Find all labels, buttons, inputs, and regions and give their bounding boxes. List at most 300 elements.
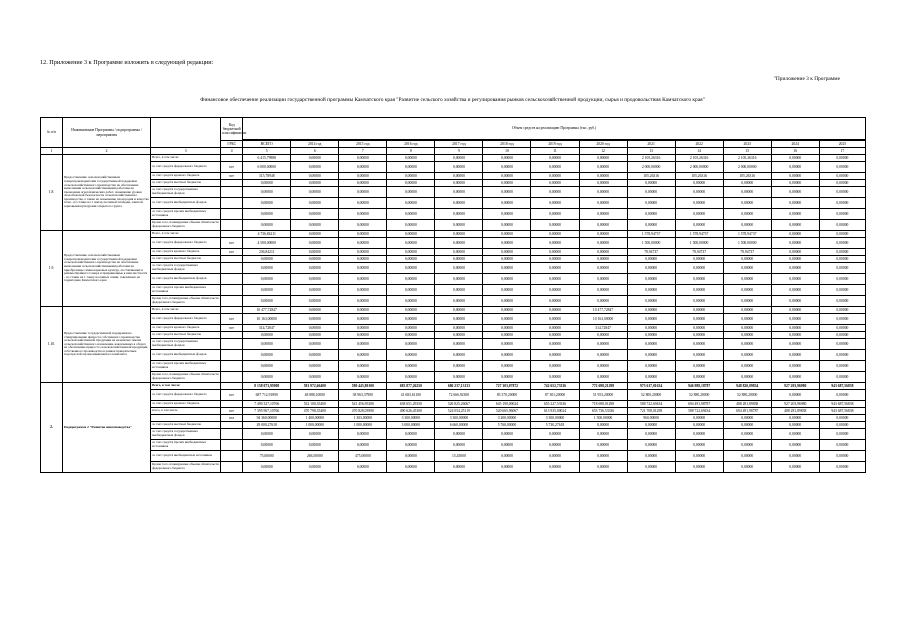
amount-cell: 2 000,00000 [723,162,771,173]
amount-cell: 943 687,56838 [819,408,865,415]
amount-cell: 0,00000 [819,372,865,383]
table-row [41,372,866,383]
amount-cell: 0,00000 [819,307,865,314]
amount-cell: 236,84211 [243,249,291,256]
amount-cell: 0,00000 [627,462,675,473]
amount-cell: 0,00000 [531,162,579,173]
amount-cell: 0,00000 [531,307,579,314]
amount-cell: 0,00000 [531,314,579,325]
amount-cell: 0,00000 [819,314,865,325]
amount-cell: 0,00000 [291,440,339,451]
amount-cell: 0,00000 [531,238,579,249]
amount-cell: 742 652,73336 [531,383,579,390]
table-row [41,314,866,325]
amount-cell: 0,00000 [819,325,865,332]
amount-cell: 0,00000 [771,249,819,256]
amount-cell: 0,00000 [579,263,627,274]
amount-cell: 0,00000 [483,429,531,440]
amount-cell: 0,00000 [675,429,723,440]
amount-cell: 0,00000 [819,162,865,173]
amount-cell: 0,00000 [723,220,771,231]
header-year: 2016 год [387,141,435,148]
amount-cell: 0,00000 [339,155,387,162]
amount-cell: 0,00000 [579,332,627,339]
amount-cell: 0,00000 [291,198,339,209]
amount-cell: 1 400,00000 [291,415,339,422]
amount-cell: 0,00000 [819,361,865,372]
amount-cell: 0,00000 [579,180,627,187]
amount-cell: 0,00000 [531,198,579,209]
amount-cell: 0,00000 [339,462,387,473]
funding-source-label: за счет средств федерального бюджета [151,390,221,401]
amount-cell: 470 828,03900 [339,408,387,415]
funding-source-label: за счет средств внебюджетных фондов [151,198,221,209]
amount-cell: 0,00000 [627,198,675,209]
amount-cell: 0,00000 [771,220,819,231]
amount-cell: 0,00000 [483,256,531,263]
amount-cell: 0,00000 [675,350,723,361]
document-heading: 12. Приложение 3 к Программе изложить в следующей редакции: [40,59,214,66]
amount-cell: 105,26316 [675,173,723,180]
funding-source-label: за счет средств местных бюджетов [151,422,221,429]
amount-cell: 0,00000 [771,332,819,339]
amount-cell: 0,00000 [819,231,865,238]
amount-cell: 0,00000 [579,274,627,285]
amount-cell: 0,00000 [819,462,865,473]
amount-cell: 0,00000 [723,462,771,473]
amount-cell: 2 000,00000 [627,162,675,173]
amount-cell: 52 800,20000 [627,390,675,401]
amount-cell: 0,00000 [723,209,771,220]
amount-cell: 105,26316 [627,173,675,180]
amount-cell: 0,00000 [675,209,723,220]
amount-cell: 0,00000 [627,325,675,332]
amount-cell: 0,00000 [243,440,291,451]
amount-cell: 0,00000 [291,263,339,274]
amount-cell: 2 105,26316 [627,155,675,162]
funding-source-label: за счет средств государственных внебюджетных фондов [151,187,221,198]
amount-cell: 0,00000 [771,198,819,209]
amount-cell: 78,94737 [675,249,723,256]
amount-cell: 0,00000 [771,173,819,180]
amount-cell: 0,00000 [819,263,865,274]
amount-cell: 927 203,96980 [771,401,819,408]
amount-cell: 0,00000 [723,274,771,285]
table-row [41,361,866,372]
amount-cell: 0,00000 [627,220,675,231]
budget-code [221,187,243,198]
budget-code [221,440,243,451]
amount-cell: 0,00000 [435,372,483,383]
amount-cell: 0,00000 [771,462,819,473]
amount-cell: 686 237,13133 [435,383,483,390]
budget-code [221,198,243,209]
amount-cell: 0,00000 [387,274,435,285]
amount-cell: 266,50000 [291,451,339,462]
amount-cell: 0,00000 [723,339,771,350]
amount-cell: 10 163,00000 [243,314,291,325]
amount-cell: 0,00000 [675,220,723,231]
amount-cell: 960,00000 [627,415,675,422]
amount-cell: 0,00000 [339,350,387,361]
amount-cell: 0,00000 [723,263,771,274]
amount-cell: 0,00000 [531,285,579,296]
funding-source-label: за счет средств внебюджетных источников [151,451,221,462]
amount-cell: 0,00000 [819,440,865,451]
amount-cell: 0,00000 [387,372,435,383]
amount-cell: 0,00000 [483,231,531,238]
amount-cell: 0,00000 [675,440,723,451]
funding-source-label: за счет средств федерального бюджета [151,314,221,325]
budget-code: 807 [221,249,243,256]
amount-cell: 0,00000 [627,339,675,350]
amount-cell: 10 163,00000 [579,314,627,325]
budget-code [221,429,243,440]
column-number: 11 [531,148,579,155]
amount-cell: 0,00000 [435,314,483,325]
amount-cell: 0,00000 [291,314,339,325]
amount-cell: 0,00000 [243,263,291,274]
amount-cell: 0,00000 [387,451,435,462]
amount-cell: 0,00000 [291,350,339,361]
amount-cell: 0,00000 [627,372,675,383]
amount-cell: 94 360,00000 [243,415,291,422]
column-number: 13 [627,148,675,155]
amount-cell: 0,00000 [243,256,291,263]
table-row [41,187,866,198]
amount-cell: 0,00000 [435,155,483,162]
amount-cell: 0,00000 [435,173,483,180]
funding-source-label: Кроме того, планируемые объемы обязательств федерального бюджета [151,220,221,231]
amount-cell: 0,00000 [579,462,627,473]
amount-cell: 0,00000 [627,422,675,429]
funding-source-label [151,415,221,422]
budget-code [221,155,243,162]
amount-cell: 0,00000 [771,162,819,173]
table-row [41,231,866,238]
amount-cell: 0,00000 [387,256,435,263]
amount-cell: 0,00000 [771,361,819,372]
amount-cell: 0,00000 [483,220,531,231]
funding-source-label: за счет средств прочих внебюджетных источников [151,440,221,451]
amount-cell: 0,00000 [723,180,771,187]
funding-source-label: Кроме того, планируемые объемы обязательств федерального бюджета [151,372,221,383]
table-row [41,451,866,462]
budget-code [221,231,243,238]
table-row [41,285,866,296]
amount-cell: 0,00000 [339,238,387,249]
amount-cell: 0,00000 [627,451,675,462]
amount-cell: 0,00000 [435,238,483,249]
amount-cell: 0,00000 [435,162,483,173]
amount-cell: 1 500,00000 [723,238,771,249]
amount-cell: 0,00000 [819,339,865,350]
budget-code [221,350,243,361]
amount-cell: 0,00000 [435,325,483,332]
amount-cell: 78,94737 [627,249,675,256]
amount-cell: 0,00000 [531,209,579,220]
amount-cell: 0,00000 [531,429,579,440]
funding-source-label: Кроме того, планируемые объемы обязательств федерального бюджета [151,462,221,473]
table-row [41,238,866,249]
amount-cell: 0,00000 [579,155,627,162]
amount-cell: 0,00000 [339,209,387,220]
amount-cell: 0,00000 [387,249,435,256]
amount-cell: 0,00000 [579,209,627,220]
amount-cell: 0,00000 [483,462,531,473]
amount-cell: 0,00000 [771,372,819,383]
header-blank [151,118,221,148]
amount-cell: 0,00000 [627,256,675,263]
amount-cell: 0,00000 [579,422,627,429]
amount-cell: 0,00000 [483,296,531,307]
amount-cell: 3 000,00000 [387,422,435,429]
table-row [41,415,866,422]
budget-code: 807 [221,173,243,180]
amount-cell: 0,00000 [339,325,387,332]
amount-cell: 0,00000 [723,372,771,383]
amount-cell: 0,00000 [387,263,435,274]
amount-cell: 0,00000 [819,415,865,422]
amount-cell: 0,00000 [483,198,531,209]
amount-cell: 532 100,35400 [291,401,339,408]
amount-cell: 0,00000 [627,307,675,314]
amount-cell: 0,00000 [675,415,723,422]
amount-cell: 0,00000 [819,285,865,296]
amount-cell: 0,00000 [243,339,291,350]
amount-cell: 0,00000 [339,256,387,263]
amount-cell: 0,00000 [723,325,771,332]
amount-cell: 0,00000 [579,339,627,350]
amount-cell: 0,00000 [435,296,483,307]
budget-code [221,339,243,350]
amount-cell: 41 683,61100 [387,390,435,401]
amount-cell: 15,45000 [435,451,483,462]
amount-cell: 0,00000 [723,429,771,440]
header-year: 2021 [627,141,675,148]
amount-cell: 948 820,09834 [723,383,771,390]
funding-source-label: Кроме того, планируемые объемы обязательств федерального бюджета [151,296,221,307]
header-grbs: ГРБС [221,141,243,148]
row-number: 1.9. [41,231,63,307]
amount-cell: 0,00000 [291,339,339,350]
amount-cell: 0,00000 [339,429,387,440]
amount-cell: 0,00000 [819,274,865,285]
amount-cell: 48 888,10000 [291,390,339,401]
amount-cell: 0,00000 [243,462,291,473]
amount-cell: 0,00000 [339,231,387,238]
column-number: 5 [243,148,291,155]
amount-cell: 0,00000 [579,231,627,238]
funding-source-label: за счет средств федерального бюджета [151,162,221,173]
amount-cell: 0,00000 [627,350,675,361]
amount-cell: 975 617,01634 [627,383,675,390]
amount-cell: 2 105,26316 [675,155,723,162]
funding-source-label: за счет средств государственных внебюджетных фондов [151,263,221,274]
amount-cell: 0,00000 [387,180,435,187]
amount-cell: 0,00000 [771,256,819,263]
amount-cell: 0,00000 [819,422,865,429]
amount-cell: 0,00000 [243,372,291,383]
table-row [41,249,866,256]
header-year: 2015 год [339,141,387,148]
amount-cell: 0,00000 [675,274,723,285]
amount-cell: 3 300,00000 [387,415,435,422]
amount-cell: 0,00000 [435,429,483,440]
funding-source-label: за счет средств прочих внебюджетных источников [151,285,221,296]
header-year: 2024 [771,141,819,148]
amount-cell: 0,00000 [531,263,579,274]
header-year: 2020 год [579,141,627,148]
amount-cell: 3 200,00000 [483,415,531,422]
amount-cell: 0,00000 [819,332,865,339]
funding-source-label: за счет средств прочих внебюджетных источников [151,361,221,372]
funding-source-label: Всего, в том числе: [151,155,221,162]
budget-code [221,372,243,383]
funding-source-label: за счет средств краевого бюджета [151,173,221,180]
table-row [41,180,866,187]
header-year: 2014 год [291,141,339,148]
amount-cell: 0,00000 [579,361,627,372]
table-row [41,296,866,307]
amount-cell: 0,00000 [579,220,627,231]
amount-cell: 0,00000 [483,372,531,383]
amount-cell: 315,78948 [243,173,291,180]
table-row [41,462,866,473]
amount-cell: 0,00000 [291,429,339,440]
amount-cell: 1 578,94737 [723,231,771,238]
amount-cell: 0,00000 [243,198,291,209]
amount-cell: 0,00000 [291,162,339,173]
amount-cell: 52 880,20000 [675,390,723,401]
amount-cell: 0,00000 [579,249,627,256]
column-number: 6 [291,148,339,155]
column-number: 12 [579,148,627,155]
amount-cell: 0,00000 [675,451,723,462]
amount-cell: 687 712,91890 [243,390,291,401]
amount-cell: 0,00000 [675,256,723,263]
amount-cell: 0,00000 [435,231,483,238]
amount-cell: 0,00000 [483,339,531,350]
amount-cell: 0,00000 [435,256,483,263]
table-row [41,307,866,314]
amount-cell: 10 477,72847 [243,307,291,314]
amount-cell: 0,00000 [579,451,627,462]
amount-cell: 0,00000 [387,361,435,372]
amount-cell: 0,00000 [819,429,865,440]
budget-code [221,361,243,372]
amount-cell: 0,00000 [531,187,579,198]
amount-cell: 0,00000 [819,209,865,220]
amount-cell: 488 281,89838 [723,401,771,408]
amount-cell: 51 953,20000 [579,390,627,401]
funding-source-label: за счет средств краевого бюджета [151,401,221,408]
amount-cell: 0,00000 [675,361,723,372]
amount-cell: 0,00000 [291,307,339,314]
funding-source-label: за счет средств государственных внебюджетных фондов [151,339,221,350]
amount-cell: 0,00000 [771,314,819,325]
amount-cell: 0,00000 [531,440,579,451]
amount-cell: 727 303,07872 [483,383,531,390]
amount-cell: 0,00000 [243,180,291,187]
amount-cell: 0,00000 [579,350,627,361]
amount-cell: 6 660,00000 [435,422,483,429]
amount-cell: 0,00000 [771,325,819,332]
amount-cell: 0,00000 [387,332,435,339]
amount-cell: 0,00000 [339,332,387,339]
amount-cell: 0,00000 [435,307,483,314]
amount-cell: 0,00000 [435,180,483,187]
amount-cell: 0,00000 [819,451,865,462]
amount-cell: 0,00000 [435,462,483,473]
amount-cell: 0,00000 [243,209,291,220]
amount-cell: 0,00000 [723,332,771,339]
amount-cell: 1 578,94737 [675,231,723,238]
amount-cell: 0,00000 [483,180,531,187]
header-name: Наименование Программы / подпрограммы / мероприятия [63,118,151,148]
amount-cell: 1 303,00000 [339,415,387,422]
amount-cell: 0,00000 [819,198,865,209]
amount-cell: 0,00000 [771,339,819,350]
amount-cell: 490 626,45300 [387,408,435,415]
amount-cell: 0,00000 [579,187,627,198]
amount-cell: 488 281,89838 [771,408,819,415]
amount-cell: 0,00000 [435,350,483,361]
amount-cell: 0,00000 [771,429,819,440]
amount-cell: 0,00000 [339,198,387,209]
amount-cell: 0,00000 [675,325,723,332]
amount-cell: 0,00000 [483,209,531,220]
activity-name: Предоставление сельскохозяйственным товаропроизводителям государственной поддержки сельскохозяйственного производства на обеспечение выполнения сельскохозяйственными работами на проведение агротехнических работ, повышение уровня экологической безопасности сельскохозяйственного производства, а также на повышение плодородия и качества почв - по ставке на 1 гектар посевной площади, занятой зерновыми культурами открытого грунта [63,155,151,231]
amount-cell: 0,00000 [243,332,291,339]
amount-cell: 0,00000 [387,162,435,173]
amount-cell: 0,00000 [339,361,387,372]
budget-code [221,383,243,390]
amount-cell: 0,00000 [339,296,387,307]
amount-cell: 0,00000 [531,361,579,372]
amount-cell: 0,00000 [579,162,627,173]
amount-cell: 0,00000 [387,307,435,314]
amount-cell: 0,00000 [579,198,627,209]
amount-cell: 0,00000 [675,296,723,307]
amount-cell: 0,00000 [435,361,483,372]
amount-cell: 0,00000 [627,314,675,325]
amount-cell: 78,94737 [723,249,771,256]
amount-cell: 0,00000 [627,180,675,187]
budget-code: 807 [221,325,243,332]
amount-cell: 0,00000 [483,285,531,296]
amount-cell: 0,00000 [243,350,291,361]
amount-cell: 541 456,95300 [339,401,387,408]
amount-cell: 0,00000 [291,209,339,220]
amount-cell: 0,00000 [387,440,435,451]
amount-cell: 0,00000 [291,325,339,332]
amount-cell: 0,00000 [579,296,627,307]
amount-cell: 7 395 967,10766 [243,408,291,415]
amount-cell: 0,00000 [435,220,483,231]
amount-cell: 0,00000 [243,220,291,231]
amount-cell: 0,00000 [435,332,483,339]
amount-cell: 0,00000 [675,462,723,473]
amount-cell: 0,00000 [435,249,483,256]
amount-cell: 0,00000 [627,361,675,372]
header-no: № п/п [41,118,63,148]
row-number: 1.8. [41,155,63,231]
amount-cell: 0,00000 [675,263,723,274]
amount-cell: 0,00000 [387,462,435,473]
amount-cell: 0,00000 [675,339,723,350]
amount-cell: 0,00000 [675,198,723,209]
